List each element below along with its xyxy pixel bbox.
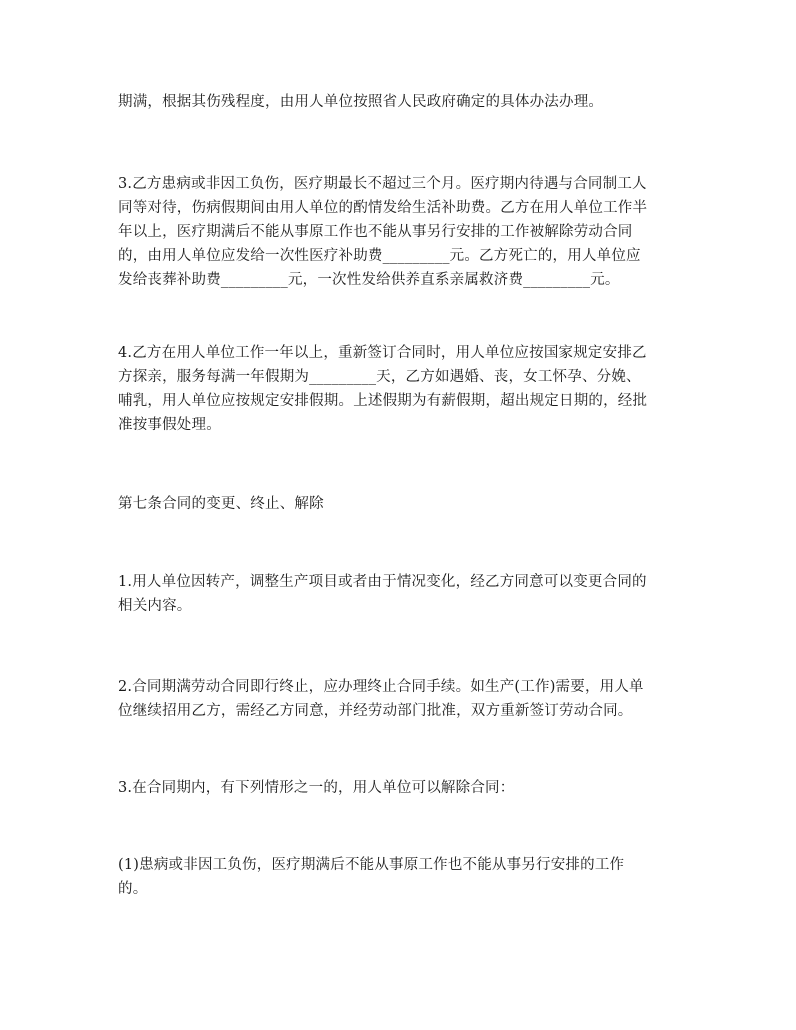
text-line: (1)患病或非因工负伤，医疗期满后不能从事原工作也不能从事另行安排的工作 [118, 857, 625, 873]
text-line: 第七条合同的变更、终止、解除 [118, 496, 324, 512]
text-line: 年以上，医疗期满后不能从事原工作也不能从事另行安排的工作被解除劳动合同 [118, 224, 633, 240]
text-line: 准按事假处理。 [118, 417, 221, 433]
text-line: 方探亲，服务每满一年假期为_________天，乙方如遇婚、丧，女工怀孕、分娩、 [118, 369, 641, 385]
text-line: 3.乙方患病或非因工负伤，医疗期最长不超过三个月。医疗期内待遇与合同制工人 [118, 176, 647, 192]
text-line: 位继续招用乙方，需经乙方同意，并经劳动部门批准，双方重新签订劳动合同。 [118, 703, 633, 719]
text-line: 1.用人单位因转产，调整生产项目或者由于情况变化，经乙方同意可以变更合同的 [118, 574, 647, 590]
text-line: 2.合同期满劳动合同即行终止，应办理终止合同手续。如生产(工作)需要，用人单 [118, 679, 644, 695]
paragraph-contract-change [118, 570, 688, 618]
text-line: 期满，根据其伤残程度，由用人单位按照省人民政府确定的具体办法办理。 [118, 94, 604, 110]
text-line: 相关内容。 [118, 598, 192, 614]
paragraph-condition-1 [118, 853, 688, 901]
text-line: 哺乳，用人单位应按规定安排假期。上述假期为有薪假期，超出规定日期的，经批 [118, 393, 648, 409]
paragraph-illness-medical-period [118, 172, 688, 292]
text-line: 的。 [118, 881, 148, 897]
text-line: 同等对待，伤病假期间由用人单位的酌情发给生活补助费。乙方在用人单位工作半 [118, 200, 648, 216]
paragraph-termination-conditions [118, 776, 688, 800]
paragraph-contract-expiry [118, 675, 688, 723]
paragraph-injury-period-end [118, 90, 688, 114]
paragraph-home-leave [118, 341, 688, 437]
text-line: 发给丧葬补助费_________元，一次性发给供养直系亲属救济费_________元。 [118, 272, 620, 288]
section-heading-article-7 [118, 492, 688, 516]
text-line: 3.在合同期内，有下列情形之一的，用人单位可以解除合同： [118, 780, 515, 796]
text-line: 的，由用人单位应发给一次性医疗补助费_________元。乙方死亡的，用人单位应 [118, 248, 641, 264]
text-line: 4.乙方在用人单位工作一年以上，重新签订合同时，用人单位应按国家规定安排乙 [118, 345, 647, 361]
